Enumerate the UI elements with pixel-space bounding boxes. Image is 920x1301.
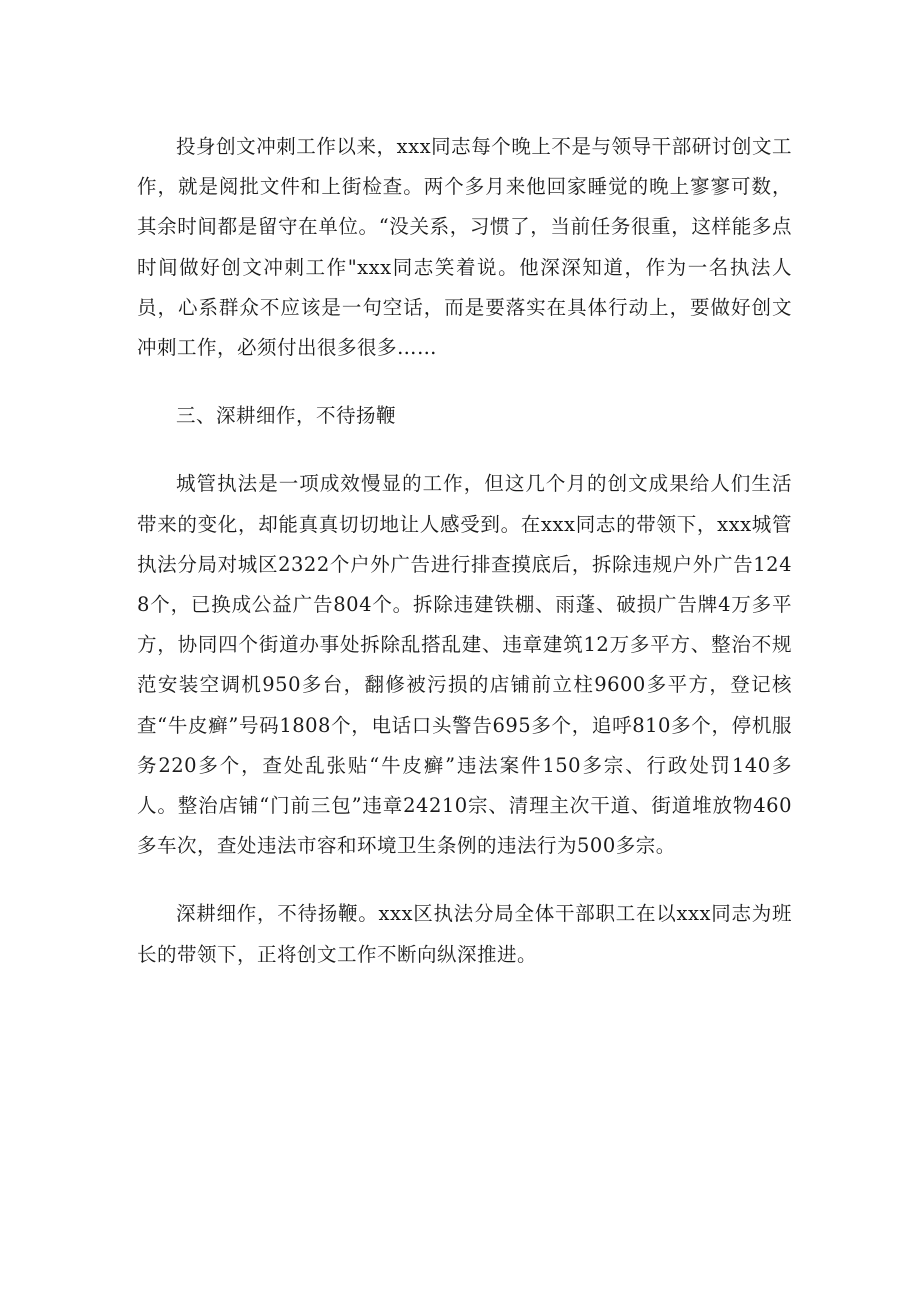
paragraph-enforcement-results: 城管执法是一项成效慢显的工作，但这几个月的创文成果给人们生活带来的变化，却能真真切切地让人感受到。在xxx同志的带领下，xxx城管执法分局对城区2322个户外广告进行排查摸底后，拆除违规户外广告1248个，已换成公益广告804个。拆除违建铁棚、雨蓬、破损广告牌4万多平方，协同四个街道办事处拆除乱搭乱建、违章建筑12万多平方、整治不规范安装空调机950多台，翻修被污损的店铺前立柱9600多平方，登记核查“牛皮癣”号码1808个，电话口头警告695多个，追呼810多个，停机服务220多个，查处乱张贴“牛皮癣”违法案件150多宗、行政处罚140多人。整治店铺“门前三包”违章24210宗、清理主次干道、街道堆放物460多车次，查处违法市容和环境卫生条例的违法行为500多宗。	[137, 472, 792, 858]
paragraph-creation-sprint: 投身创文冲刺工作以来，xxx同志每个晚上不是与领导干部研讨创文工作，就是阅批文件和上街检查。两个多月来他回家睡觉的晚上寥寥可数，其余时间都是留守在单位。“没关系，习惯了，当前任务很重，这样能多点时间做好创文冲刺工作"xxx同志笑着说。他深深知道，作为一名执法人员，心系群众不应该是一句空话，而是要落实在具体行动上，要做好创文冲刺工作，必须付出很多很多……	[137, 135, 792, 360]
paragraph-conclusion: 深耕细作，不待扬鞭。xxx区执法分局全体干部职工在以xxx同志为班长的带领下，正将创文工作不断向纵深推进。	[137, 902, 792, 966]
section-heading: 三、深耕细作，不待扬鞭	[176, 404, 397, 428]
document-body	[137, 127, 792, 975]
